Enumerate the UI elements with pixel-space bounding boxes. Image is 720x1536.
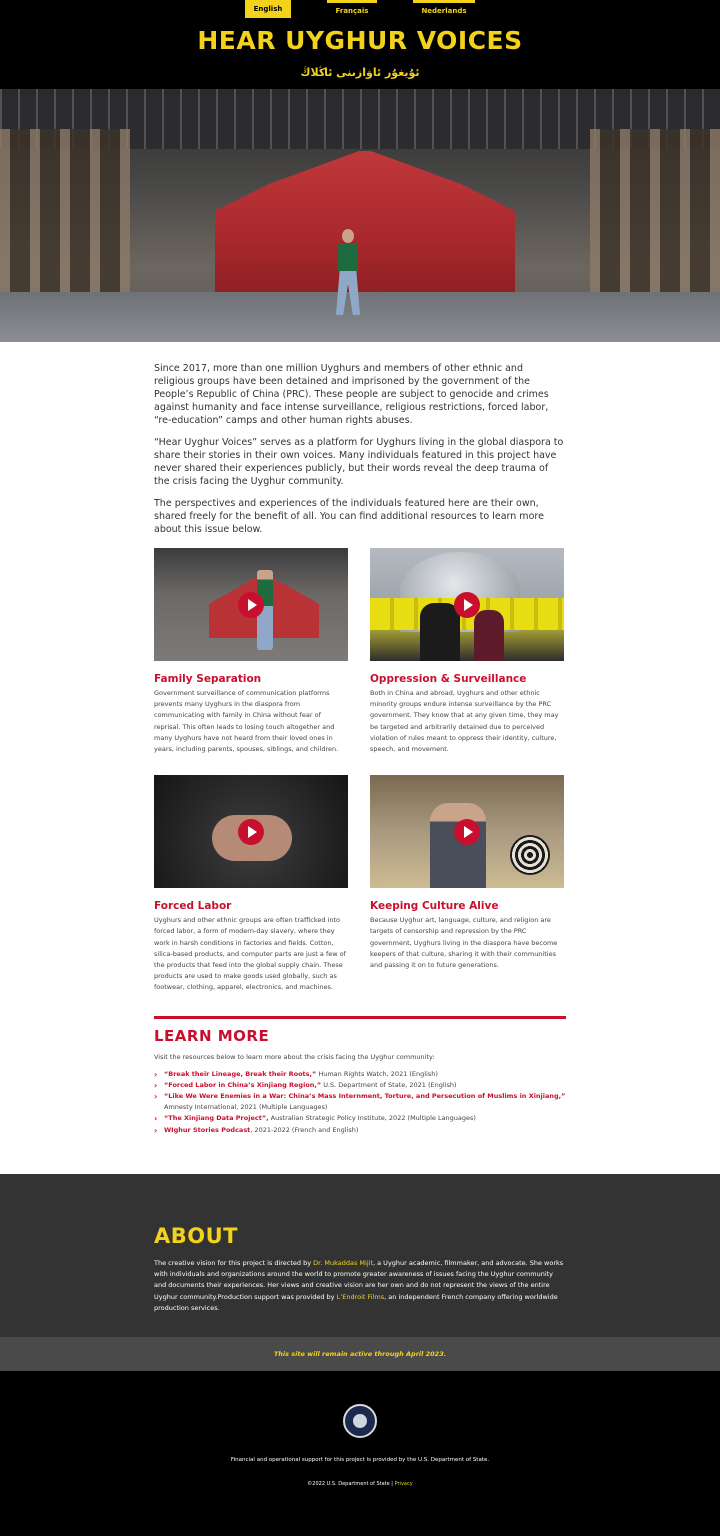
production-company-link[interactable]: L’Endroit Films (336, 1292, 385, 1301)
site-title: HEAR UYGHUR VOICES (197, 26, 523, 55)
video-thumbnail[interactable] (154, 775, 348, 888)
intro-paragraph-3: The perspectives and experiences of the individuals featured here are their own, shared freely for the benefit of all. You can find additional resources to learn more about this issue below. (154, 498, 544, 535)
card-text: Uyghurs and other ethnic groups are often trafficked into forced labor, a form of modern-day slavery, where they work in harsh conditions in factories and fields. Cotton, silica-based products, and computer parts are just a few of the products that feed into the global supply chain. These products are used to make goods used globally, such as footwear, clothing, apparel, electronics, and machines. (154, 916, 346, 992)
card-title: Forced Labor (154, 900, 232, 913)
resource-link[interactable]: “Like We Were Enemies in a War: China’s Mass Internment, Torture, and Persecution of Muslims in Xinjiang,” (164, 1092, 566, 1101)
about-section (0, 1174, 720, 1337)
play-icon[interactable] (454, 819, 480, 845)
lang-dutch-button[interactable]: Nederlands (413, 0, 475, 18)
card-text: Because Uyghur art, language, culture, and religion are targets of censorship and repression by the PRC government, Uyghurs living in the diaspora have become keepers of that culture, sharing it with their communities and passing it on to future generations. (370, 916, 558, 970)
list-item (154, 1113, 566, 1124)
card-title: Family Separation (154, 673, 262, 685)
video-thumbnail[interactable] (370, 548, 564, 661)
card-oppression-surveillance (370, 548, 564, 755)
list-item (154, 1080, 566, 1091)
card-forced-labor (154, 775, 348, 993)
play-icon[interactable] (238, 819, 264, 845)
resource-source: Australian Strategic Policy Institute, 2022 (Multiple Languages) (268, 1114, 476, 1123)
privacy-link[interactable]: Privacy (394, 1481, 413, 1487)
card-text: Government surveillance of communication platforms prevents many Uyghurs in the diaspora from communicating with family in China without fear of reprisal. This often leads to losing touch altogether and many Uyghurs have not heard from their loved ones in years, including parents, spouses, siblings, and children. (154, 689, 339, 754)
resource-source: Human Rights Watch, 2021 (English) (316, 1069, 438, 1078)
resource-source: Amnesty International, 2021 (Multiple Languages) (164, 1103, 328, 1112)
dancer-figure (334, 221, 362, 317)
list-item (154, 1069, 566, 1080)
list-item (154, 1091, 566, 1113)
video-thumbnail[interactable] (370, 775, 564, 888)
card-title: Keeping Culture Alive (370, 900, 499, 913)
lang-english-button[interactable]: English (245, 0, 291, 18)
resource-source: , 2021-2022 (French and English) (250, 1125, 359, 1134)
hero-image (0, 89, 720, 342)
resource-link[interactable]: WIghur Stories Podcast (164, 1125, 251, 1134)
resource-link[interactable]: “The Xinjiang Data Project”, (164, 1114, 269, 1123)
card-family-separation (154, 548, 348, 755)
about-heading: ABOUT (154, 1224, 238, 1248)
director-link[interactable]: Dr. Mukaddas Mijit (313, 1259, 373, 1267)
intro-section (154, 342, 566, 536)
state-department-seal-icon (343, 1404, 377, 1438)
play-icon[interactable] (454, 592, 480, 618)
site-subtitle: ئۇيغۇر ئاۋازىنى ئاڭلاڭ (300, 66, 420, 79)
play-icon[interactable] (238, 592, 264, 618)
card-keeping-culture-alive (370, 775, 564, 993)
intro-paragraph-1: Since 2017, more than one million Uyghurs and members of other ethnic and religious groups have been detained and imprisoned by the government of the People’s Republic of China (PRC). These people are subject to genocide and crimes against humanity and face intense surveillance, religious restrictions, forced labor, “re-education” camps and other human rights abuses. (154, 363, 549, 426)
footer-support-text: Financial and operational support for this project is provided by the U.S. Department of State. (230, 1457, 490, 1463)
learn-more-section (154, 1016, 566, 1136)
footer-copyright: ©2022 U.S. Department of State | Privacy (307, 1481, 413, 1487)
video-thumbnail[interactable] (154, 548, 348, 661)
lang-french-button[interactable]: Français (327, 0, 377, 18)
learn-more-intro: Visit the resources below to learn more about the crisis facing the Uyghur community: (154, 1052, 435, 1061)
site-header (0, 0, 720, 89)
list-item (154, 1125, 566, 1136)
resource-link[interactable]: “Break their Lineage, Break their Roots,” (164, 1069, 317, 1078)
language-switcher (0, 0, 720, 18)
site-active-notice: This site will remain active through April 2023. (0, 1337, 720, 1371)
resource-source: U.S. Department of State, 2021 (English) (321, 1080, 457, 1089)
resource-list (154, 1069, 566, 1136)
site-footer (0, 1371, 720, 1536)
about-text: The creative vision for this project is directed by Dr. Mukaddas Mijit, a Uyghur academic, filmmaker, and advocate. She works with individuals and organizations around the world to promote greater awareness of issues facing the Uyghur community and documents their experiences. Her views and creative vision are her own and do not represent the views of the entire Uyghur community.Production support was provided by L’Endroit Films, an independent French company offering worldwide production services. (154, 1259, 564, 1312)
resource-link[interactable]: “Forced Labor in China’s Xinjiang Region,” (164, 1080, 322, 1089)
card-text: Both in China and abroad, Uyghurs and other ethnic minority groups endure intense surveillance by the PRC government. They know that at any given time, they may be targeted and arbitrarily detained due to perceived violation of rules meant to oppress their identity, culture, speech, and movement. (370, 689, 559, 754)
card-title: Oppression & Surveillance (370, 673, 527, 685)
video-cards (154, 548, 566, 994)
learn-more-heading: LEARN MORE (154, 1026, 270, 1045)
intro-paragraph-2: “Hear Uyghur Voices” serves as a platform for Uyghurs living in the global diaspora to share their stories in their own voices. Many individuals featured in this project have never shared their experiences publicly, but their words reveal the deep trauma of the crisis facing the Uyghur community. (154, 437, 564, 487)
